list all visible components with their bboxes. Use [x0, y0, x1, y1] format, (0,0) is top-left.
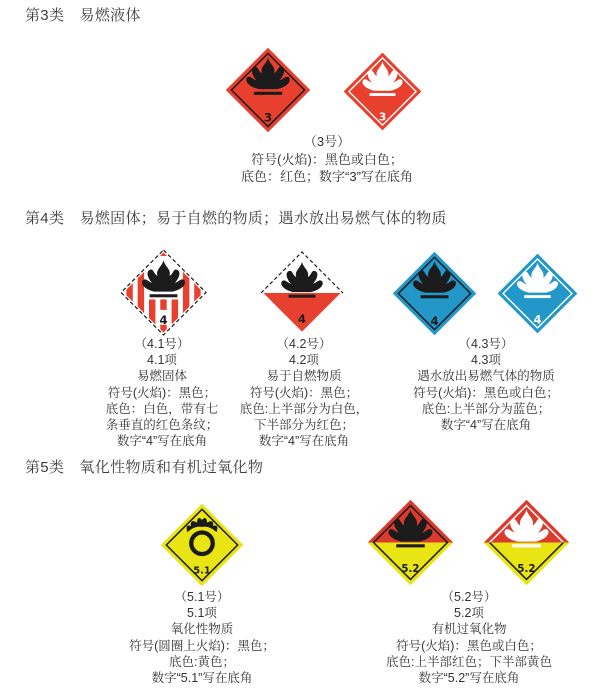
placard-5-2-black-flame — [366, 498, 455, 587]
placard-4-2-half-white-red — [260, 251, 344, 335]
flame-icon — [504, 509, 548, 541]
flame-base-bar — [289, 295, 316, 298]
caption-line: （4.1号） — [134, 337, 190, 351]
caption-line: 5.2项 — [454, 606, 484, 621]
caption-line: （4.2号） — [276, 337, 332, 351]
placard-number: 4 — [158, 312, 168, 327]
flame-base-bar — [420, 295, 448, 298]
section-heading-class-5: 第5类 氧化性物质和有机过氧化物 — [25, 459, 264, 476]
placard-4-3-black-flame — [391, 250, 478, 337]
flame-icon — [362, 61, 402, 90]
section-heading-class-4: 第4类 易燃固体；易于自燃的物质；遇水放出易燃气体的物质 — [25, 210, 447, 227]
flame-base-bar — [254, 92, 282, 95]
flame-base-bar — [396, 544, 424, 547]
caption-line: 数字“5.2”写在底角 — [418, 671, 520, 686]
caption-line: 氧化性物质 — [170, 622, 234, 637]
placard-number: 3 — [378, 110, 386, 124]
placard-class3-black-flame — [224, 46, 312, 134]
placard-number: 3 — [263, 110, 273, 125]
placard-number: 4 — [533, 312, 541, 326]
placard-number: 5.1 — [193, 565, 211, 577]
caption-line: 底色:黄色； — [169, 654, 235, 669]
caption-c3 — [162, 133, 492, 186]
placard-number: 4 — [298, 312, 306, 327]
caption-line: 底色:上半部分为白色， — [239, 401, 369, 416]
caption-line: （4.3号） — [458, 337, 514, 351]
placard-class3-white-flame — [342, 51, 423, 132]
placard-4-3-white-flame — [496, 252, 579, 335]
flame-icon — [516, 262, 557, 292]
caption-line: 符号(火焰)：黑色或白色； — [413, 385, 559, 400]
flame-base-bar — [512, 544, 540, 547]
caption-line: 符号(火焰)：黑色或白色； — [396, 638, 542, 653]
caption-line: 底色：红色；数字“3”写在底角 — [241, 169, 413, 184]
caption-line: 底色：白色，带有七 — [105, 401, 219, 416]
caption-c51 — [92, 589, 312, 686]
placard-number: 5.2 — [400, 563, 420, 575]
flame-base-bar — [149, 294, 177, 297]
caption-c43 — [378, 336, 594, 433]
caption-line: 有机过氧化物 — [431, 622, 507, 637]
caption-c52 — [347, 589, 591, 686]
flame-icon — [246, 57, 289, 89]
flame-base-bar — [369, 93, 395, 96]
caption-line: 5.1项 — [187, 606, 217, 621]
caption-line: 下半部分为红色； — [253, 418, 354, 433]
caption-line: 数字“4”写在底角 — [116, 434, 208, 449]
caption-line: 4.3项 — [471, 353, 501, 368]
caption-line: 数字“4”写在底角 — [440, 418, 532, 433]
caption-line: 符号(火焰)：黑色； — [249, 385, 359, 400]
caption-line: 底色:上半部红色；下半部黄色 — [386, 654, 552, 669]
caption-line: 易燃固体 — [136, 369, 187, 384]
caption-line: 符号(火焰)：黑色或白色； — [251, 151, 403, 167]
flame-icon — [413, 261, 456, 292]
caption-line: 数字“5.1”写在底角 — [151, 671, 253, 686]
caption-line: （5.2号） — [441, 590, 497, 604]
caption-line: 底色:上半部分为蓝色； — [421, 401, 551, 416]
caption-line: 4.2项 — [289, 353, 319, 368]
caption-line: 4.1项 — [147, 353, 177, 368]
section-heading-class-3: 第3类 易燃液体 — [25, 7, 141, 24]
placard-4-1-striped — [120, 249, 207, 336]
caption-line: （5.1号） — [174, 590, 230, 604]
placard-number: 4 — [429, 313, 439, 328]
caption-c42 — [204, 336, 404, 449]
placard-5-1-oxidizer — [159, 502, 245, 588]
caption-line: （3号） — [303, 134, 351, 149]
caption-line: 易于自燃物质 — [266, 369, 342, 384]
caption-line: 符号(火焰)：黑色； — [107, 385, 217, 400]
caption-line: 遇水放出易燃气体的物质 — [417, 369, 555, 384]
placard-5-2-white-flame — [482, 498, 571, 587]
caption-line: 数字“4”写在底角 — [258, 434, 350, 449]
flame-icon — [388, 509, 432, 541]
caption-line: 条垂直的红色条纹； — [105, 418, 219, 433]
caption-line: 符号(圆圈上火焰)：黑色； — [129, 638, 275, 653]
placard-number: 5.2 — [516, 563, 536, 575]
flame-base-bar — [524, 295, 551, 298]
